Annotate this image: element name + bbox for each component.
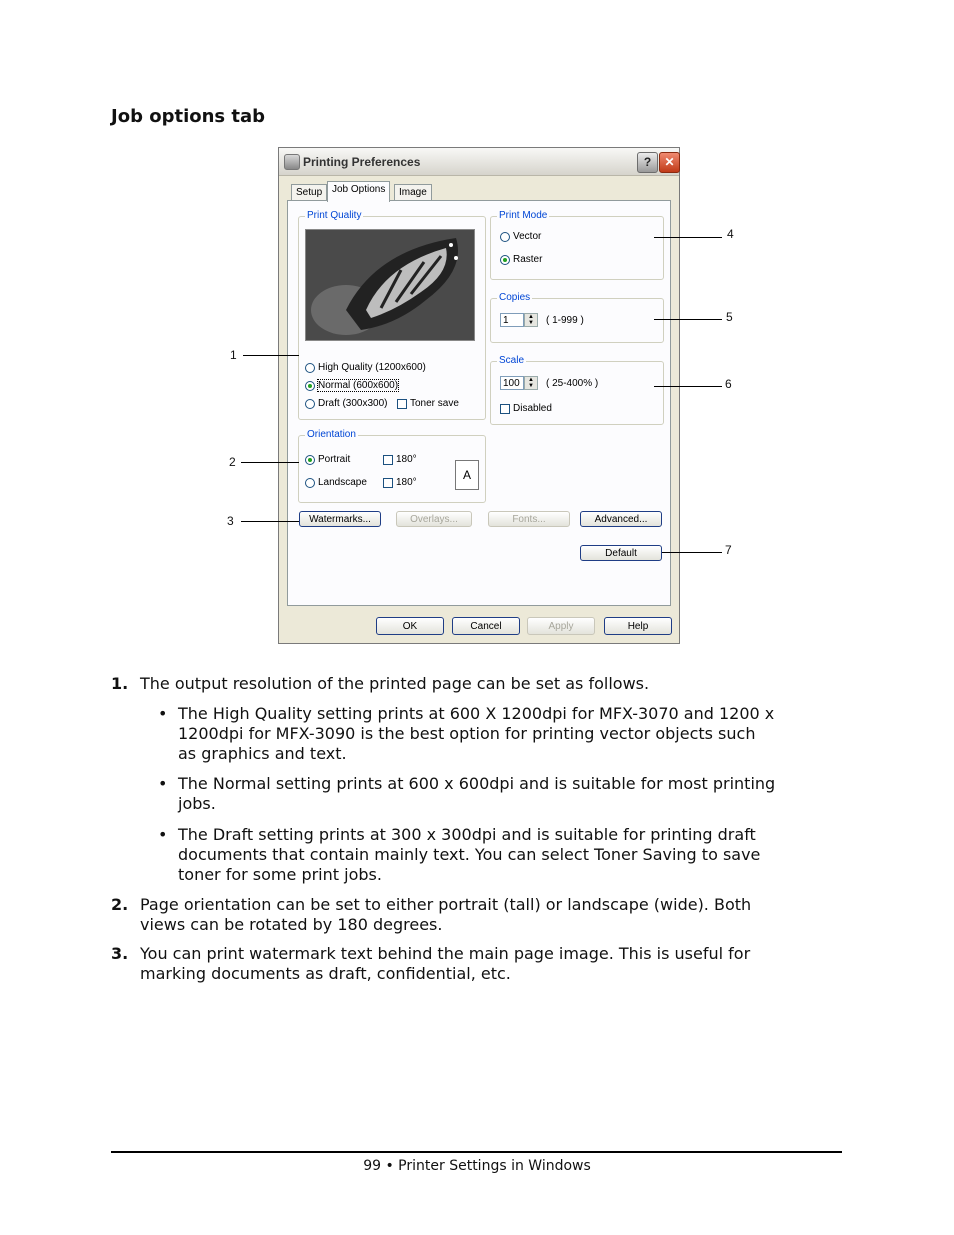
callout-number-1: 1 (230, 348, 237, 362)
item-number-3: 3. (111, 944, 129, 963)
print-mode-group (490, 210, 664, 280)
callout-line-2 (241, 462, 299, 463)
help-question-button[interactable]: ? (637, 152, 658, 173)
callout-line-3 (241, 521, 299, 522)
portrait-option[interactable]: Portrait (305, 454, 350, 465)
radio-icon (305, 399, 315, 409)
dialog-title: Printing Preferences (303, 155, 421, 169)
callout-line-4 (654, 237, 722, 238)
tab-job-options[interactable]: Job Options (327, 181, 390, 202)
radio-selected-icon (305, 455, 315, 465)
copies-group (490, 292, 664, 343)
callout-line-7 (662, 552, 722, 553)
copies-label: Copies (499, 292, 531, 303)
copies-input[interactable]: 1 (500, 313, 524, 327)
radio-selected-icon (305, 381, 315, 391)
default-button[interactable]: Default (580, 545, 662, 561)
orientation-group (298, 429, 486, 503)
tab-image[interactable]: Image (394, 184, 432, 201)
item-number-2: 2. (111, 895, 129, 914)
page-orientation-icon: A (455, 460, 479, 490)
high-quality-option[interactable]: High Quality (1200x600) (305, 362, 426, 373)
bullet-dot: • (158, 704, 168, 723)
portrait-rotate-checkbox[interactable]: 180° (383, 454, 417, 465)
scale-disabled-checkbox[interactable]: Disabled (500, 403, 552, 414)
raster-option[interactable]: Raster (500, 254, 542, 265)
callout-number-3: 3 (227, 514, 234, 528)
apply-button[interactable]: Apply (527, 617, 595, 635)
vector-option[interactable]: Vector (500, 231, 541, 242)
advanced-button[interactable]: Advanced... (580, 511, 662, 527)
spin-arrows-icon[interactable]: ▲ ▼ (524, 313, 538, 327)
callout-number-4: 4 (727, 227, 734, 241)
scale-stepper[interactable] (500, 376, 598, 390)
ok-button[interactable]: OK (376, 617, 444, 635)
scale-input[interactable]: 100 (500, 376, 524, 390)
footer-rule (111, 1151, 842, 1153)
fonts-button[interactable]: Fonts... (488, 511, 570, 527)
bullet-dot: • (158, 774, 168, 793)
normal-quality-option[interactable]: Normal (600x600) (305, 380, 398, 391)
scale-group (490, 355, 664, 425)
close-button[interactable]: ✕ (659, 152, 680, 173)
page-footer: 99 • Printer Settings in Windows (363, 1158, 591, 1174)
print-quality-group (298, 210, 486, 420)
toner-save-checkbox[interactable]: Toner save (397, 398, 459, 409)
tab-panel (287, 200, 671, 606)
overlays-button[interactable]: Overlays... (396, 511, 472, 527)
printing-preferences-dialog (278, 147, 680, 644)
watermarks-button[interactable]: Watermarks... (299, 511, 381, 527)
orientation-label: Orientation (307, 429, 356, 440)
callout-number-5: 5 (726, 310, 733, 324)
bullet-text-high-quality: The High Quality setting prints at 600 X 1200dpi for MFX-3070 and 1200 x 1200dpi for MFX-3090 is the best option for printing vector objects such as graphics and text. (178, 704, 775, 763)
draft-quality-option[interactable]: Draft (300x300) (305, 398, 387, 409)
checkbox-icon (383, 478, 393, 488)
printer-icon (284, 154, 300, 170)
scale-label: Scale (499, 355, 525, 366)
copies-stepper[interactable] (500, 313, 584, 327)
callout-number-6: 6 (725, 377, 732, 391)
radio-icon (305, 363, 315, 373)
item-text-3: You can print watermark text behind the main page image. This is useful for marking documents as draft, confidential, etc. (140, 944, 751, 983)
landscape-rotate-checkbox[interactable]: 180° (383, 477, 417, 488)
callout-line-6 (654, 386, 722, 387)
radio-selected-icon (500, 255, 510, 265)
callout-number-7: 7 (725, 543, 732, 557)
copies-range: ( 1-999 ) (546, 314, 584, 326)
print-quality-label: Print Quality (307, 210, 362, 221)
help-button[interactable]: Help (604, 617, 672, 635)
checkbox-icon (500, 404, 510, 414)
item-text-2: Page orientation can be set to either portrait (tall) or landscape (wide). Both views can be rotated by 180 degrees. (140, 895, 752, 934)
callout-number-2: 2 (229, 455, 236, 469)
title-bar (279, 148, 679, 176)
quality-preview-image (305, 229, 475, 341)
bullet-dot: • (158, 825, 168, 844)
item-text-1: The output resolution of the printed page can be set as follows. (140, 674, 650, 693)
checkbox-icon (397, 399, 407, 409)
item-number-1: 1. (111, 674, 129, 693)
bullet-text-normal: The Normal setting prints at 600 x 600dpi and is suitable for most printing jobs. (178, 774, 776, 813)
callout-line-5 (654, 319, 722, 320)
radio-icon (305, 478, 315, 488)
spin-arrows-icon[interactable]: ▲ ▼ (524, 376, 538, 390)
print-mode-label: Print Mode (499, 210, 548, 221)
radio-icon (500, 232, 510, 242)
cancel-button[interactable]: Cancel (452, 617, 520, 635)
section-heading: Job options tab (111, 106, 266, 127)
callout-line-1 (243, 355, 299, 356)
landscape-option[interactable]: Landscape (305, 477, 367, 488)
bullet-text-draft: The Draft setting prints at 300 x 300dpi and is suitable for printing draft documents that contain mainly text. You can select Toner Saving to save toner for some print jobs. (178, 825, 761, 884)
checkbox-icon (383, 455, 393, 465)
tab-setup[interactable]: Setup (291, 184, 327, 201)
scale-range: ( 25-400% ) (546, 377, 599, 389)
